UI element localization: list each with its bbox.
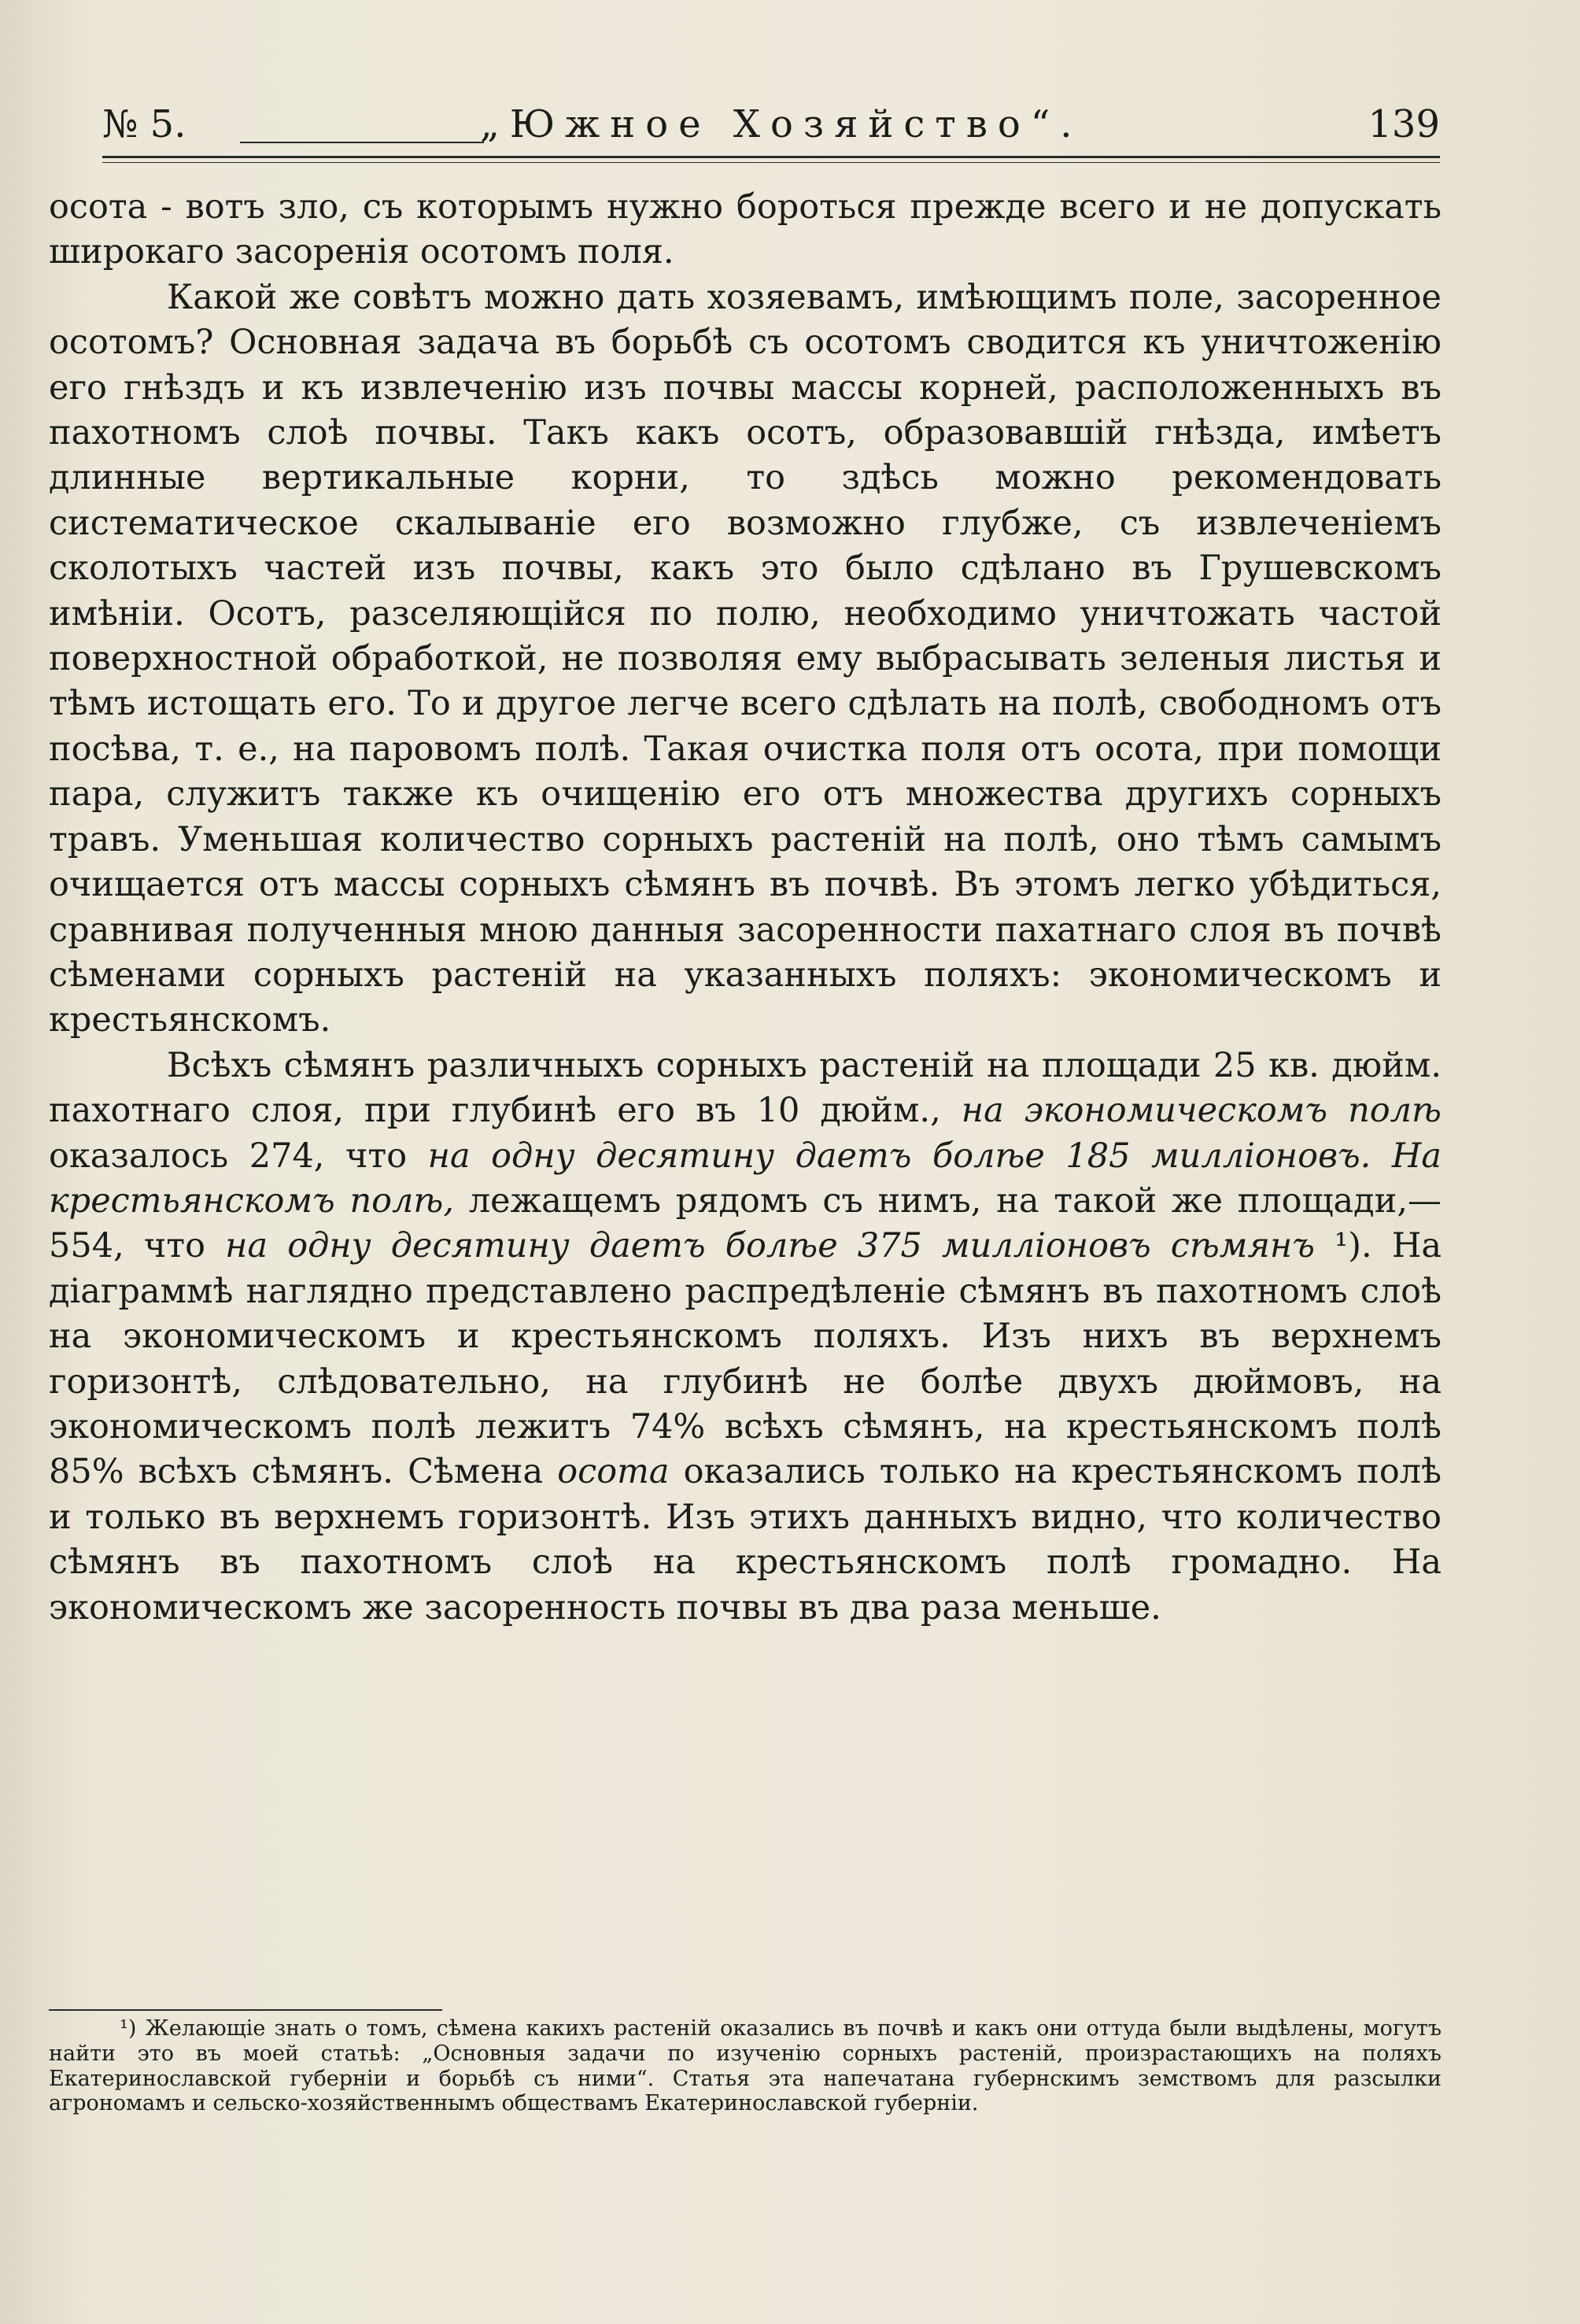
- main-text: [49, 185, 1442, 1631]
- header-thick-rule: [102, 156, 1440, 158]
- p3-italic-1: на экономическомъ полѣ: [961, 1091, 1442, 1131]
- page-number: 139: [1368, 102, 1440, 146]
- p3-italic-2: на одну десятину даетъ болѣе 185 милліоновъ. На крестьянскомъ полѣ,: [49, 1136, 1442, 1221]
- footnote-ref: ¹).: [1335, 1226, 1372, 1266]
- p3-text-1: Всѣхъ сѣмянъ различныхъ сорныхъ растеній на площади 25 кв. дюйм. пахотнаго слоя, при глубинѣ его въ 10 дюйм.,: [49, 1045, 1442, 1131]
- paragraph-2: Какой же совѣтъ можно дать хозяевамъ, имѣющимъ поле, засоренное осотомъ? Основная задача въ борьбѣ съ осотомъ сводится къ уничтоженію его гнѣздъ и къ извлеченію изъ почвы массы корней, расположенныхъ въ пахотномъ слоѣ почвы. Такъ какъ осотъ, образовавшій гнѣзда, имѣетъ длинные вертикальные корни, то здѣсь можно рекомендовать систематическое скалываніе его возможно глубже, съ извлеченіемъ сколотыхъ частей изъ почвы, какъ это было сдѣлано въ Грушевскомъ имѣніи. Осотъ, разселяющійся по полю, необходимо уничтожать частой поверхностной обработкой, не позволяя ему выбрасывать зеленыя листья и тѣмъ истощать его. То и другое легче всего сдѣлать на полѣ, свободномъ отъ посѣва, т. е., на паровомъ полѣ. Такая очистка поля отъ осота, при помощи пара, служитъ также къ очищенію его отъ множества другихъ сорныхъ травъ. Уменьшая количество сорныхъ растеній на полѣ, оно тѣмъ самымъ очищается отъ массы сорныхъ сѣмянъ въ почвѣ. Въ этомъ легко убѣдиться, сравнивая полученныя мною данныя засоренности пахатнаго слоя въ почвѣ сѣменами сорныхъ растеній на указанныхъ поляхъ: экономическомъ и крестьянскомъ.: [49, 277, 1442, 1040]
- running-header: [102, 94, 1440, 157]
- footnote-text: ¹) Желающіе знать о томъ, сѣмена какихъ растеній оказались въ почвѣ и какъ они оттуда были выдѣлены, могутъ найти это въ моей статьѣ: „Основныя задачи по изученію сорныхъ растеній, произрастающихъ на поляхъ Екатеринославской губерніи и борьбѣ съ ними“. Статья эта напечатана губернскимъ земствомъ для разсылки агрономамъ и сельско-хозяйственнымъ обществамъ Екатеринославской губерніи.: [49, 2016, 1442, 2116]
- p3-text-4: На діаграммѣ наглядно представлено распредѣленіе сѣмянъ въ пахотномъ слоѣ на экономическомъ и крестьянскомъ поляхъ. Изъ нихъ въ верхнемъ горизонтѣ, слѣдовательно, на глубинѣ не болѣе двухъ дюймовъ, на экономическомъ полѣ лежитъ 74% всѣхъ сѣмянъ, на крестьянскомъ полѣ 85% всѣхъ сѣмянъ. Сѣмена: [49, 1226, 1442, 1492]
- issue-number: № 5.: [102, 102, 186, 146]
- journal-title: „Южное Хозяйство“.: [480, 102, 1083, 146]
- header-short-rule: [240, 142, 484, 143]
- paragraph-1: осота - вотъ зло, съ которымъ нужно бороться прежде всего и не допускать широкаго засоренія осотомъ поля.: [49, 187, 1442, 272]
- p3-text-3: лежащемъ рядомъ съ нимъ, на такой же площади,—554, что: [49, 1180, 1442, 1266]
- p3-italic-3: на одну десятину даетъ болѣе 375 милліоновъ сѣмянъ: [225, 1226, 1315, 1266]
- header-thin-rule: [102, 162, 1440, 163]
- paragraph-3: [49, 1044, 1442, 1631]
- p3-italic-4: осота: [557, 1452, 670, 1492]
- footnote: [49, 2016, 1442, 2116]
- footnote-rule: [49, 2009, 442, 2011]
- p3-text-2: оказалось 274, что: [49, 1136, 408, 1176]
- p3-text-5: оказались только на крестьянскомъ полѣ и только въ верхнемъ горизонтѣ. Изъ этихъ данныхъ видно, что количество сѣмянъ въ пахотномъ слоѣ на крестьянскомъ полѣ громадно. На экономическомъ же засоренность почвы въ два раза меньше.: [49, 1452, 1442, 1628]
